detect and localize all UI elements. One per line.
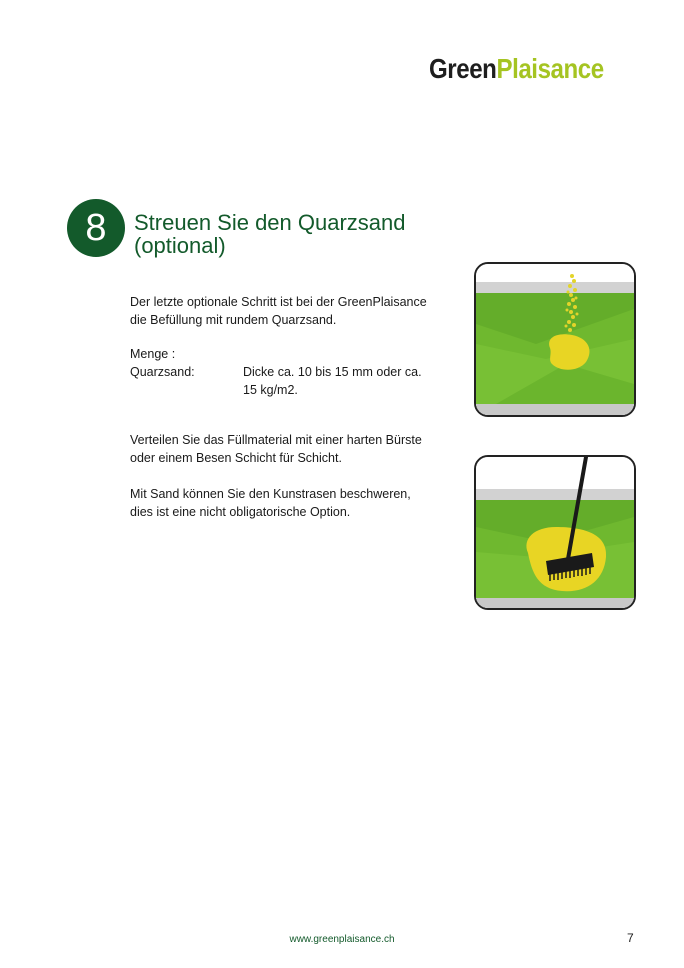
step-title	[134, 211, 406, 257]
logo-text-green: Green	[429, 53, 497, 84]
broom-brushing-illustration	[474, 455, 636, 610]
sand-line1: Mit Sand können Sie den Kunstrasen beschweren,	[130, 487, 411, 501]
sand-pouring-svg	[476, 264, 634, 415]
intro-line2: die Befüllung mit rundem Quarzsand.	[130, 313, 337, 327]
intro-line1: Der letzte optionale Schritt ist bei der GreenPlaisance	[130, 295, 427, 309]
intro-paragraph	[130, 293, 427, 329]
broom-brushing-svg	[476, 457, 634, 608]
sand-paragraph	[130, 485, 411, 521]
quarzsand-value	[243, 363, 422, 399]
sand-line2: dies ist eine nicht obligatorische Option.	[130, 505, 351, 519]
footer-website-link[interactable]: www.greenplaisance.ch	[289, 934, 395, 945]
logo-text-plaisance: Plaisance	[496, 53, 604, 84]
brand-logo	[429, 55, 604, 83]
verteilen-line2: oder einem Besen Schicht für Schicht.	[130, 451, 342, 465]
verteilen-paragraph	[130, 431, 422, 467]
step-title-line2: (optional)	[134, 233, 226, 258]
step-number-badge: 8	[67, 199, 125, 257]
verteilen-line1: Verteilen Sie das Füllmaterial mit einer harten Bürste	[130, 433, 422, 447]
quarzsand-value-line1: Dicke ca. 10 bis 15 mm oder ca.	[243, 365, 422, 379]
page-number: 7	[627, 931, 634, 945]
sand-pouring-illustration	[474, 262, 636, 417]
quarzsand-value-line2: 15 kg/m2.	[243, 383, 298, 397]
quarzsand-label: Quarzsand:	[130, 365, 195, 379]
step-title-line1: Streuen Sie den Quarzsand	[134, 210, 406, 235]
menge-label: Menge :	[130, 347, 176, 361]
